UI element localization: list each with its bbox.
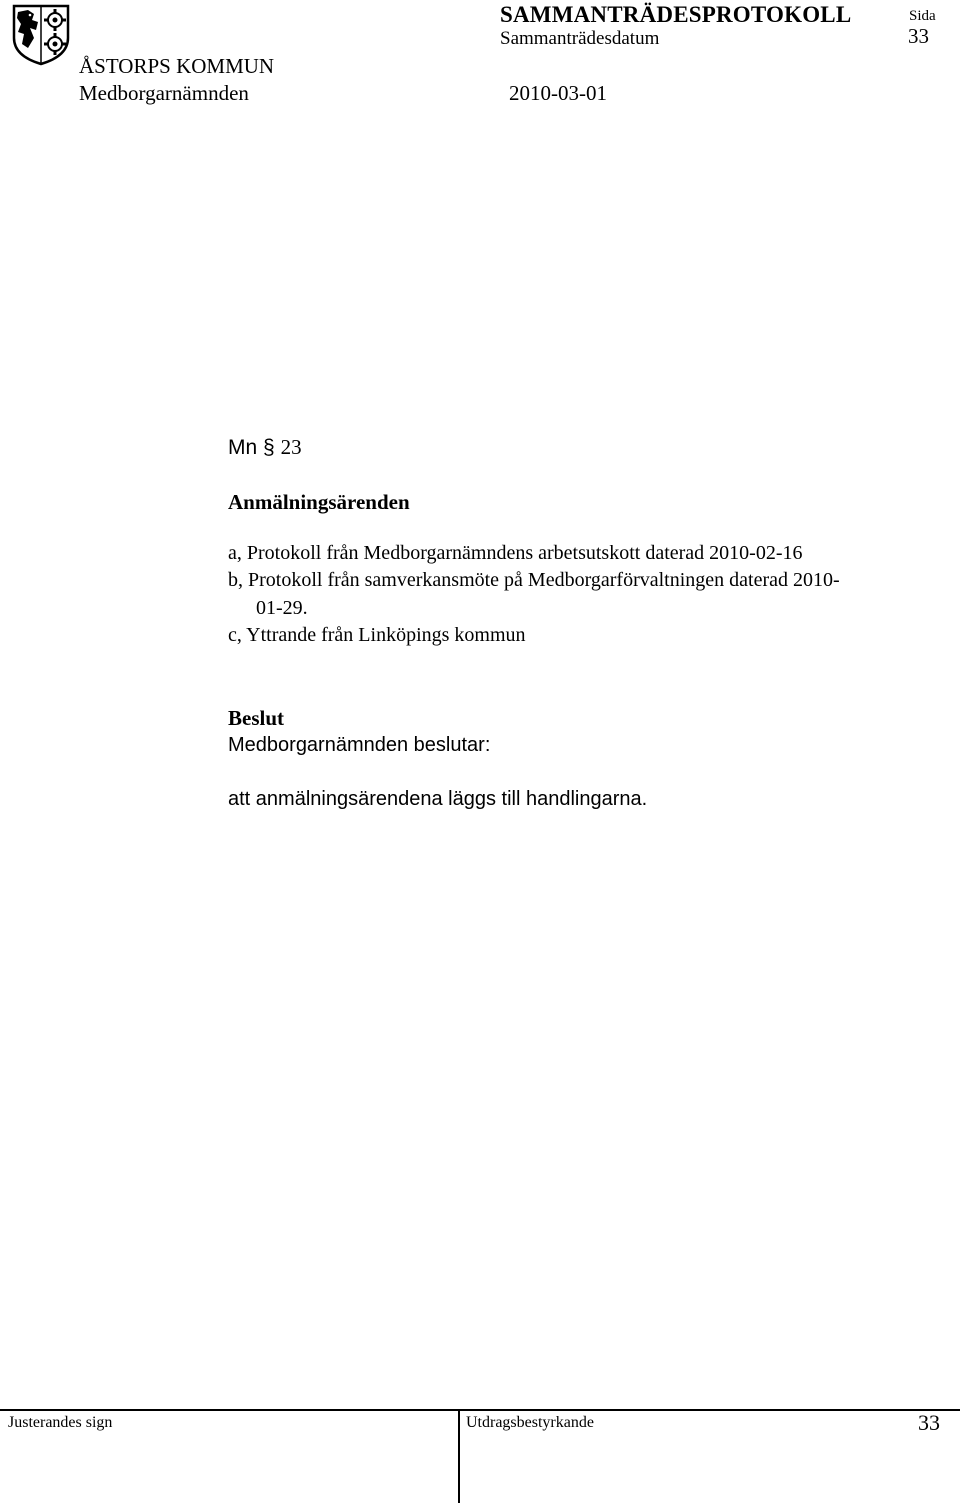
municipality-name: ÅSTORPS KOMMUN — [79, 54, 275, 78]
list-item: c, Yttrande från Linköpings kommun — [228, 624, 526, 646]
section-id — [228, 435, 302, 460]
section-prefix: Mn — [228, 436, 258, 459]
section-symbol: § — [263, 436, 275, 459]
committee-name: Medborgarnämnden — [79, 81, 249, 105]
footer-certification-label: Utdragsbestyrkande — [466, 1414, 594, 1431]
list-item-continuation: 01-29. — [256, 597, 308, 619]
decision-heading: Beslut — [228, 706, 285, 730]
footer-page-number: 33 — [918, 1410, 940, 1435]
document-type: SAMMANTRÄDESPROTOKOLL — [500, 2, 852, 27]
decision-text: att anmälningsärendena läggs till handlingarna. — [228, 788, 648, 810]
list-item: b, Protokoll från samverkansmöte på Medborgarförvaltningen daterad 2010- — [228, 569, 840, 591]
footer-divider-line — [0, 1409, 960, 1411]
page-number: 33 — [908, 24, 929, 48]
section-number: 23 — [280, 435, 302, 459]
footer-signature-label: Justerandes sign — [8, 1414, 113, 1431]
meeting-date: 2010-03-01 — [509, 81, 607, 105]
meeting-date-label: Sammanträdesdatum — [500, 28, 660, 49]
footer-column-divider — [458, 1409, 460, 1503]
municipal-coat-of-arms-icon — [12, 4, 70, 66]
page-label: Sida — [909, 8, 936, 24]
section-title: Anmälningsärenden — [228, 490, 410, 514]
list-item: a, Protokoll från Medborgarnämndens arbetsutskott daterad 2010-02-16 — [228, 542, 803, 564]
decision-intro: Medborgarnämnden beslutar: — [228, 734, 491, 756]
